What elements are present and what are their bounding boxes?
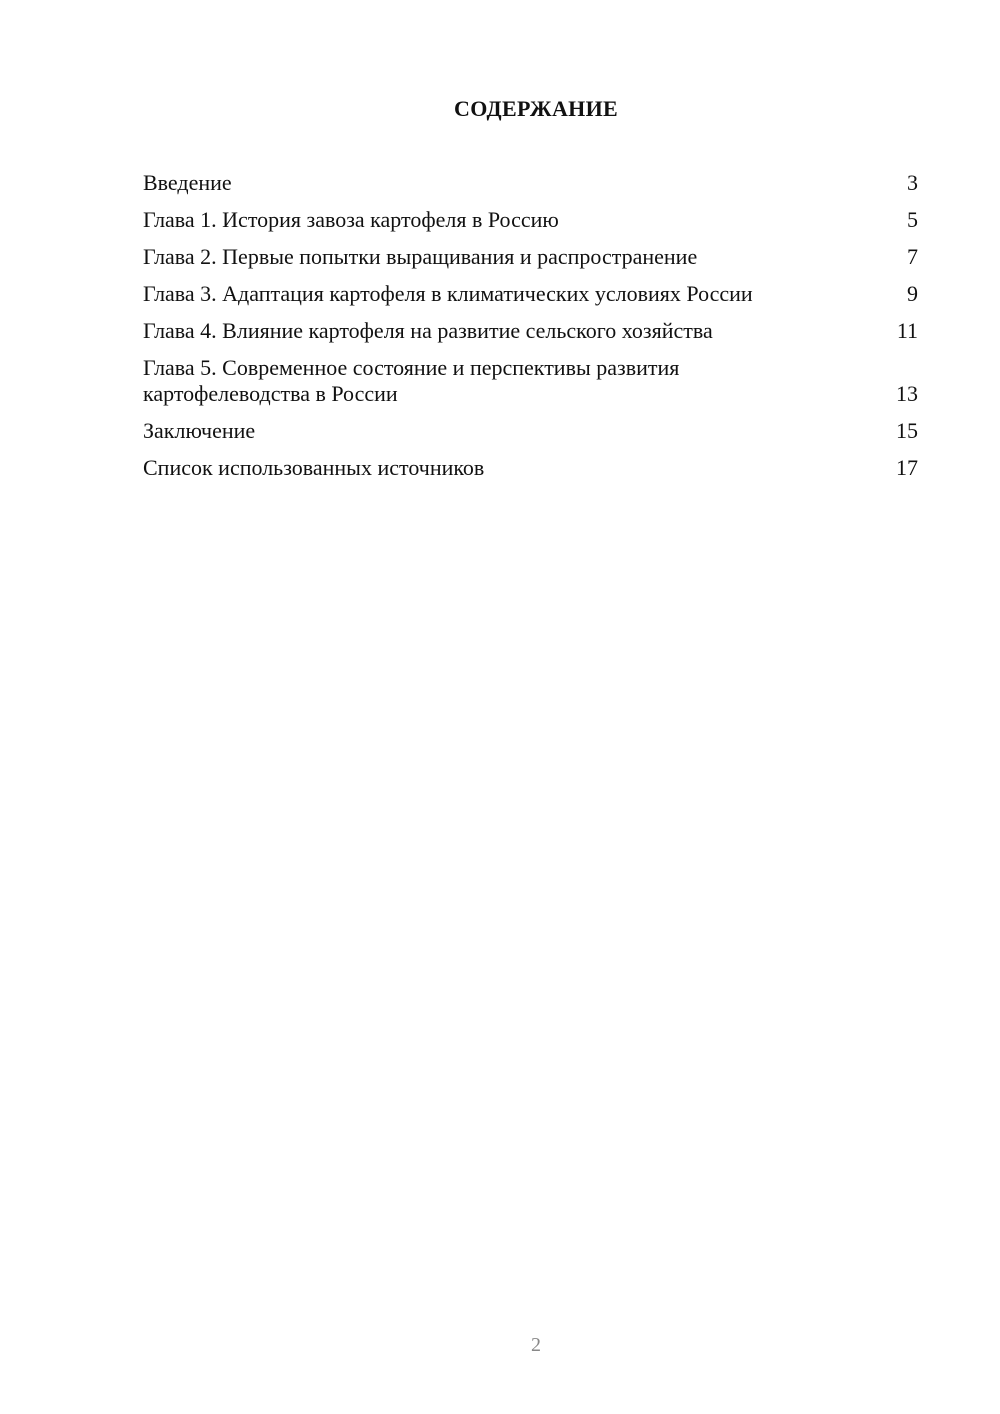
toc-entry-chapter-1[interactable]	[143, 207, 918, 233]
toc-entry-chapter-4[interactable]	[143, 318, 918, 344]
toc-entry-page: 17	[896, 455, 918, 480]
toc-entry-references[interactable]	[143, 455, 918, 481]
toc-entry-conclusion[interactable]	[143, 418, 918, 444]
toc-entry-label: Введение	[143, 170, 232, 195]
toc-title: СОДЕРЖАНИЕ	[454, 96, 618, 121]
toc-entry-label: Глава 3. Адаптация картофеля в климатических условиях России	[143, 281, 753, 306]
toc-entry-page: 13	[896, 381, 918, 406]
toc-entry-label: Глава 1. История завоза картофеля в Россию	[143, 207, 559, 232]
page-number: 2	[531, 1334, 541, 1356]
toc-entry-page: 9	[907, 281, 918, 306]
toc-entry-page: 15	[896, 418, 918, 443]
toc-entry-label: Заключение	[143, 418, 256, 443]
toc-entry-page: 3	[907, 170, 918, 195]
toc-entry-introduction[interactable]	[143, 170, 918, 196]
toc-entry-chapter-2[interactable]	[143, 244, 918, 270]
toc-entry-label: Глава 5. Современное состояние и перспективы развития картофелеводства в России	[143, 355, 680, 406]
toc-entry-chapter-3[interactable]	[143, 281, 918, 307]
table-of-contents	[143, 170, 918, 492]
toc-entry-label: Список использованных источников	[143, 455, 485, 480]
toc-entry-chapter-5[interactable]	[143, 355, 918, 407]
toc-entry-page: 5	[907, 207, 918, 232]
toc-entry-label: Глава 4. Влияние картофеля на развитие сельского хозяйства	[143, 318, 713, 343]
toc-entry-page: 7	[907, 244, 918, 269]
toc-entry-page: 11	[896, 318, 918, 343]
toc-entry-label: Глава 2. Первые попытки выращивания и распространение	[143, 244, 698, 269]
